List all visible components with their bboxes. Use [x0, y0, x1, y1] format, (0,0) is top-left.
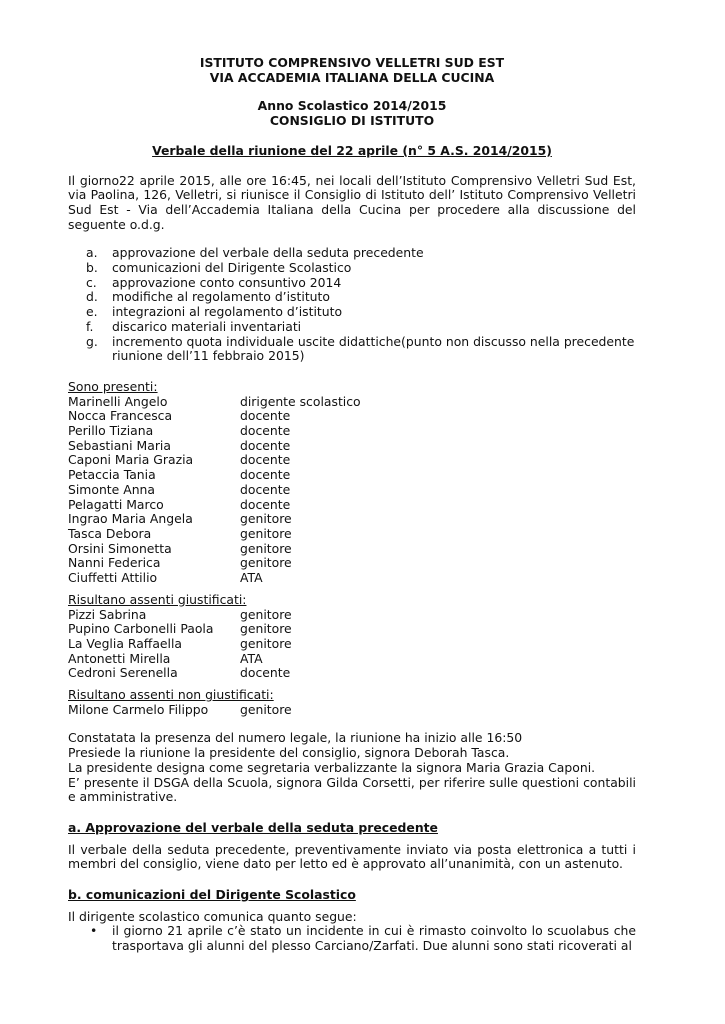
absent-justified-label: Risultano assenti giustificati:: [68, 591, 247, 607]
attendees-absent-unjustified: [68, 688, 636, 717]
agenda-item: [68, 246, 636, 261]
attendee-role: docente: [240, 481, 291, 497]
agenda-marker: a.: [86, 245, 98, 261]
attendee-name: Nocca Francesca: [68, 408, 173, 424]
attendee-name: Pizzi Sabrina: [68, 606, 147, 622]
attendee-role: genitore: [240, 525, 292, 541]
section-b-title: b. comunicazioni del Dirigente Scolastico: [68, 887, 356, 903]
attendee-role: genitore: [240, 701, 292, 717]
agenda-marker: f.: [86, 318, 94, 334]
present-label: Sono presenti:: [68, 378, 158, 394]
attendee-role: docente: [240, 408, 291, 424]
attendee-row: [68, 556, 636, 571]
bullet-icon: •: [90, 923, 98, 939]
section-a-title: a. Approvazione del verbale della seduta precedente: [68, 819, 438, 835]
attendee-role: docente: [240, 665, 291, 681]
attendee-role: genitore: [240, 606, 292, 622]
attendee-row: [68, 608, 636, 623]
attendee-row: [68, 439, 636, 454]
agenda-marker: b.: [86, 260, 98, 276]
attendee-row: [68, 703, 636, 718]
agenda-item: [68, 276, 636, 291]
attendee-role: genitore: [240, 621, 292, 637]
attendee-role: docente: [240, 467, 291, 483]
intro-paragraph: Il giorno22 aprile 2015, alle ore 16:45, nei locali dell’Istituto Comprensivo Velletri Sud Est, via Paolina, 126, Velletri, si riunisce il Consiglio di Istituto dell’ Istituto Comprensivo Velletri Sud Est - Via dell’Accademia Italiana della Cucina per procedere alla discussione del seguente o.d.g.: [68, 172, 636, 232]
agenda-marker: d.: [86, 289, 98, 305]
attendee-row: [68, 468, 636, 483]
attendee-name: Petaccia Tania: [68, 467, 156, 483]
agenda-text: integrazioni al regolamento d’istituto: [112, 304, 343, 320]
attendee-row: [68, 542, 636, 557]
attendee-name: Tasca Debora: [68, 525, 152, 541]
attendee-row: [68, 652, 636, 667]
attendee-name: Simonte Anna: [68, 481, 156, 497]
attendee-role: docente: [240, 452, 291, 468]
agenda-text: incremento quota individuale uscite didattiche(punto non discusso nella precedente riunione dell’11 febbraio 2015): [112, 333, 635, 364]
attendee-row: [68, 512, 636, 527]
attendee-name: Pelagatti Marco: [68, 496, 164, 512]
document-page: [68, 56, 636, 954]
attendee-row: [68, 527, 636, 542]
note-line: Constatata la presenza del numero legale, la riunione ha inizio alle 16:50: [68, 730, 523, 746]
attendee-row: [68, 453, 636, 468]
note-line: La presidente designa come segretaria verbalizzante la signora Maria Grazia Caponi.: [68, 759, 596, 775]
attendee-role: docente: [240, 423, 291, 439]
attendee-name: La Veglia Raffaella: [68, 635, 183, 651]
agenda-item: [68, 261, 636, 276]
agenda-marker: c.: [86, 274, 97, 290]
attendee-role: docente: [240, 437, 291, 453]
agenda-text: discarico materiali inventariati: [112, 318, 302, 334]
attendee-name: Milone Carmelo Filippo: [68, 701, 209, 717]
attendee-name: Cedroni Serenella: [68, 665, 178, 681]
school-name: ISTITUTO COMPRENSIVO VELLETRI SUD EST: [199, 55, 505, 70]
school-address: VIA ACCADEMIA ITALIANA DELLA CUCINA: [209, 69, 495, 85]
attendee-row: [68, 424, 636, 439]
attendees-present: [68, 380, 636, 586]
absent-unjustified-label: Risultano assenti non giustificati:: [68, 687, 274, 703]
attendee-row: [68, 483, 636, 498]
attendee-row: [68, 622, 636, 637]
attendee-role: genitore: [240, 540, 292, 556]
council-name: CONSIGLIO DI ISTITUTO: [269, 113, 435, 129]
attendee-role: genitore: [240, 635, 292, 651]
attendee-name: Marinelli Angelo: [68, 393, 168, 409]
bullet-item: [68, 924, 636, 953]
attendee-name: Orsini Simonetta: [68, 540, 172, 556]
attendee-row: [68, 498, 636, 513]
note-line: Presiede la riunione la presidente del consiglio, signora Deborah Tasca.: [68, 745, 510, 761]
attendee-role: genitore: [240, 555, 292, 571]
section-a-text: Il verbale della seduta precedente, preventivamente inviato via posta elettronica a tutti i membri del consiglio, viene dato per letto ed è approvato all’unanimità, con un astenuto.: [68, 841, 636, 872]
agenda-text: comunicazioni del Dirigente Scolastico: [112, 260, 352, 276]
attendee-name: Caponi Maria Grazia: [68, 452, 194, 468]
attendee-row: [68, 571, 636, 586]
attendees-absent-justified: [68, 593, 636, 681]
attendee-name: Ingrao Maria Angela: [68, 511, 193, 527]
agenda-item: [68, 320, 636, 335]
document-title: Verbale della riunione del 22 aprile (n° 5 A.S. 2014/2015): [152, 142, 552, 158]
attendee-role: ATA: [240, 570, 263, 586]
agenda-text: modifiche al regolamento d’istituto: [112, 289, 330, 305]
agenda-item: [68, 305, 636, 320]
opening-notes: [68, 731, 636, 805]
attendee-row: [68, 637, 636, 652]
agenda-item: [68, 290, 636, 305]
attendee-name: Nanni Federica: [68, 555, 161, 571]
agenda-marker: g.: [86, 333, 98, 349]
agenda-list: [68, 246, 636, 364]
agenda-text: approvazione conto consuntivo 2014: [112, 274, 342, 290]
attendee-row: [68, 395, 636, 410]
bullet-text: il giorno 21 aprile c’è stato un incidente in cui è rimasto coinvolto lo scuolabus che trasportava gli alunni del plesso Carciano/Zarfati. Due alunni sono stati ricoverati al: [112, 923, 636, 954]
agenda-item: [68, 335, 636, 364]
school-year: Anno Scolastico 2014/2015: [257, 98, 447, 114]
attendee-role: ATA: [240, 650, 263, 666]
dsga-note: E’ presente il DSGA della Scuola, signora Gilda Corsetti, per riferire sulle questioni contabili e amministrative.: [68, 774, 636, 805]
agenda-text: approvazione del verbale della seduta precedente: [112, 245, 424, 261]
attendee-name: Ciuffetti Attilio: [68, 570, 158, 586]
attendee-role: docente: [240, 496, 291, 512]
attendee-role: genitore: [240, 511, 292, 527]
attendee-role: dirigente scolastico: [240, 393, 361, 409]
attendee-name: Pupino Carbonelli Paola: [68, 621, 214, 637]
attendee-row: [68, 409, 636, 424]
attendee-name: Perillo Tiziana: [68, 423, 154, 439]
attendee-row: [68, 666, 636, 681]
attendee-name: Sebastiani Maria: [68, 437, 171, 453]
attendee-name: Antonetti Mirella: [68, 650, 171, 666]
agenda-marker: e.: [86, 304, 98, 320]
section-b-text: Il dirigente scolastico comunica quanto segue:: [68, 908, 357, 924]
